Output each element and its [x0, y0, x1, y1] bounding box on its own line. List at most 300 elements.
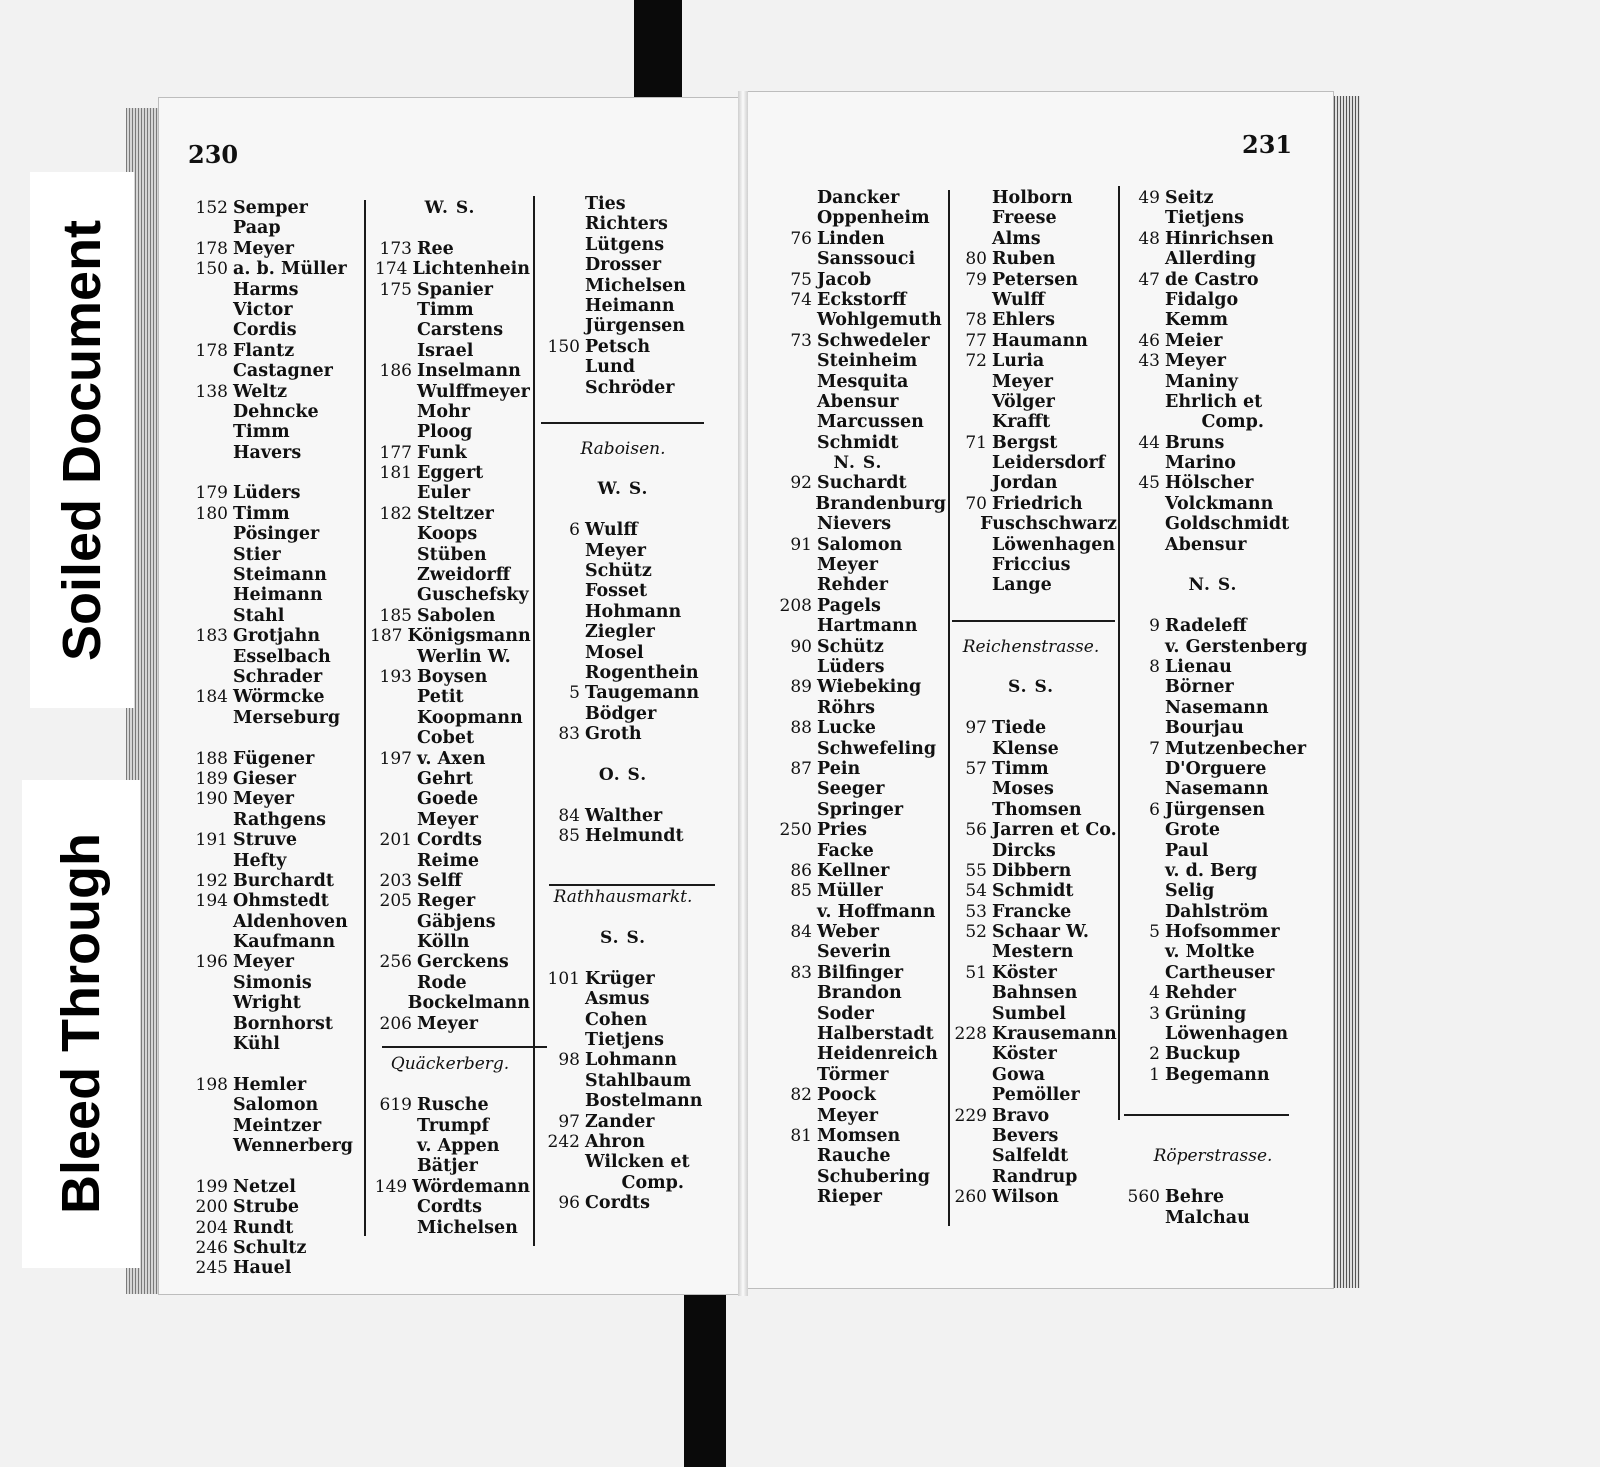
resident-name: Fügener [233, 748, 315, 769]
directory-entry [770, 555, 946, 575]
resident-name: Köster [992, 1044, 1057, 1065]
house-number [1118, 759, 1165, 779]
resident-name: Kellner [817, 860, 890, 881]
directory-entry [186, 1075, 364, 1095]
directory-entry [370, 341, 530, 361]
house-number [186, 1034, 233, 1054]
house-number [770, 412, 817, 432]
directory-entry [186, 952, 364, 972]
directory-entry [370, 239, 530, 259]
directory-entry [538, 378, 708, 398]
directory-entry [370, 993, 530, 1013]
resident-name: Lütgens [585, 234, 665, 255]
spacer [1118, 555, 1308, 575]
resident-name: Dehncke [233, 401, 319, 422]
house-number [186, 320, 233, 340]
resident-name: Havers [233, 442, 302, 463]
house-number: 619 [379, 1095, 412, 1116]
directory-entry [1118, 392, 1308, 412]
house-number: 7 [1149, 738, 1160, 759]
resident-name: Bevers [992, 1126, 1059, 1146]
directory-entry [1118, 270, 1308, 290]
resident-name: Lienau [1165, 657, 1232, 677]
resident-name: Israel [417, 340, 474, 361]
house-number [1118, 677, 1165, 697]
resident-name: Dancker [817, 188, 900, 208]
house-number [538, 643, 585, 663]
resident-name: Timm [233, 503, 290, 524]
directory-entry [186, 749, 364, 769]
resident-name: Pries [817, 820, 868, 841]
directory-entry [945, 820, 1117, 840]
house-number: 76 [790, 228, 812, 249]
directory-entry [186, 769, 364, 789]
resident-name: Köster [992, 962, 1057, 983]
resident-name: Fidalgo [1165, 289, 1239, 310]
directory-entry [945, 800, 1117, 820]
resident-name: Steltzer [417, 503, 494, 524]
house-number [186, 218, 233, 238]
house-number: 5 [1149, 922, 1160, 943]
resident-name: Börner [1165, 677, 1234, 698]
house-number: 5 [569, 683, 580, 704]
directory-entry [770, 1024, 946, 1044]
directory-entry [1118, 861, 1308, 881]
resident-name: Hohmann [585, 601, 682, 622]
resident-name: Volckmann [1165, 493, 1274, 514]
resident-name: Funk [417, 442, 467, 463]
resident-name: Semper [233, 198, 308, 218]
house-number [945, 412, 992, 432]
resident-name: Cordts [585, 1193, 650, 1214]
directory-entry [538, 1173, 708, 1193]
resident-name: Ruben [992, 249, 1056, 270]
resident-name: Comp. [585, 1172, 685, 1193]
house-number: 1 [1149, 1064, 1160, 1085]
resident-name: Bostelmann [585, 1091, 703, 1112]
directory-entry [370, 1218, 530, 1238]
spacer [538, 867, 708, 887]
resident-name: Wright [233, 993, 301, 1014]
house-number [186, 280, 233, 300]
resident-name: Meyer [1165, 351, 1227, 372]
resident-name: Cartheuser [1165, 962, 1275, 983]
directory-entry [770, 820, 946, 840]
resident-name: Timm [233, 422, 290, 443]
house-number: 101 [547, 968, 580, 989]
directory-entry [770, 208, 946, 228]
resident-name: Hofsommer [1165, 922, 1280, 943]
resident-name: Poock [817, 1085, 876, 1106]
house-number [370, 545, 417, 565]
house-number: 208 [779, 595, 812, 616]
resident-name: v. Gerstenberg [1165, 636, 1308, 657]
directory-entry [1118, 351, 1308, 371]
house-number [770, 1044, 817, 1064]
directory-entry [770, 412, 946, 432]
house-number [186, 810, 233, 830]
house-number [538, 989, 585, 1009]
house-number [1118, 942, 1165, 962]
resident-name: Jarren et Co. [992, 820, 1117, 841]
directory-entry [1118, 453, 1308, 473]
house-number [370, 1116, 417, 1136]
resident-name: Schaar W. [992, 922, 1090, 943]
house-number [770, 739, 817, 759]
resident-name: Stahlbaum [585, 1070, 692, 1091]
directory-entry [770, 392, 946, 412]
house-number [770, 1024, 817, 1044]
directory-column-2 [370, 198, 530, 1238]
house-number: 181 [379, 463, 412, 484]
resident-name: Dahlström [1165, 901, 1269, 922]
house-number [770, 657, 817, 677]
house-number [370, 341, 417, 361]
directory-entry [370, 280, 530, 300]
directory-entry [770, 1126, 946, 1146]
house-number: 92 [790, 473, 812, 494]
resident-name: Steinheim [817, 351, 918, 372]
resident-name: Ties [585, 194, 626, 214]
directory-entry [370, 952, 530, 972]
resident-name: Michelsen [417, 1217, 518, 1238]
resident-name: Meyer [417, 1013, 479, 1034]
resident-name: Mohr [417, 401, 470, 422]
resident-name: Schultz [233, 1237, 307, 1258]
directory-entry [1118, 718, 1308, 738]
resident-name: Kemm [1165, 310, 1228, 331]
house-number [945, 1065, 992, 1085]
house-number: 196 [195, 952, 228, 973]
house-number: 178 [195, 340, 228, 361]
directory-entry [186, 545, 364, 565]
column-rule [364, 200, 366, 1236]
house-number [370, 585, 417, 605]
resident-name: Lund [585, 357, 635, 378]
house-number: 55 [965, 860, 987, 881]
directory-entry [945, 535, 1117, 555]
resident-name: Meyer [233, 238, 295, 259]
house-number: 51 [965, 962, 987, 983]
directory-entry [945, 249, 1117, 269]
directory-entry [538, 1132, 708, 1152]
house-number: 175 [379, 279, 412, 300]
street-heading: Röperstrasse. [1153, 1146, 1273, 1167]
resident-name: Boysen [417, 667, 488, 687]
house-number: 82 [790, 1085, 812, 1106]
house-number: 3 [1149, 1003, 1160, 1024]
house-number [538, 541, 585, 561]
house-number: 96 [558, 1193, 580, 1214]
resident-name: Cohen [585, 1009, 648, 1030]
directory-entry [1118, 1004, 1308, 1024]
directory-entry [538, 214, 708, 234]
directory-entry [945, 739, 1117, 759]
directory-entry [1118, 922, 1308, 942]
directory-entry [186, 973, 364, 993]
directory-entry [186, 647, 364, 667]
directory-entry [370, 1095, 530, 1115]
house-number [945, 779, 992, 799]
resident-name: Stier [233, 544, 281, 565]
house-number [186, 300, 233, 320]
house-number: 199 [195, 1176, 228, 1197]
directory-column-1 [186, 198, 364, 1279]
house-number: 72 [965, 351, 987, 372]
resident-name: Inselmann [417, 361, 521, 382]
resident-name: Salfeldt [992, 1146, 1069, 1167]
house-number [945, 372, 992, 392]
house-number [370, 810, 417, 830]
resident-name: Friccius [992, 555, 1071, 576]
house-number [770, 514, 817, 534]
directory-entry [538, 561, 708, 581]
resident-name: Salomon [817, 534, 903, 555]
resident-name: Friedrich [992, 493, 1083, 514]
resident-name: Spanier [417, 279, 493, 300]
resident-name: Walther [585, 805, 663, 826]
directory-entry [538, 1193, 708, 1213]
directory-entry [945, 453, 1117, 473]
house-number: 52 [965, 922, 987, 943]
directory-entry [370, 320, 530, 340]
house-number [538, 357, 585, 377]
directory-entry [370, 1197, 530, 1217]
house-number [1118, 1024, 1165, 1044]
directory-entry [770, 1106, 946, 1126]
directory-entry [770, 922, 946, 942]
resident-name: Schütz [817, 636, 884, 657]
resident-name: Ree [417, 238, 454, 259]
resident-name: Meyer [992, 371, 1054, 392]
directory-entry [186, 1218, 364, 1238]
house-number [1118, 1208, 1165, 1228]
directory-entry [538, 357, 708, 377]
resident-name: Guschefsky [417, 585, 529, 606]
directory-entry [370, 647, 530, 667]
directory-entry [1118, 249, 1308, 269]
resident-name: v. Appen [417, 1136, 500, 1156]
resident-name: Gowa [992, 1064, 1046, 1085]
spacer [538, 785, 708, 805]
house-number [945, 800, 992, 820]
street-heading: Rathhausmarkt. [553, 887, 693, 908]
resident-name: Grotjahn [233, 626, 321, 647]
resident-name: Taugemann [585, 683, 700, 704]
house-number [945, 1085, 992, 1105]
binding-strap-top [634, 0, 682, 112]
resident-name: Koopmann [417, 707, 523, 728]
spacer [1118, 1106, 1308, 1126]
spacer [186, 1156, 364, 1176]
house-number [1118, 902, 1165, 922]
house-number [186, 912, 233, 932]
directory-entry [538, 826, 708, 846]
house-number: 190 [195, 789, 228, 810]
house-number [370, 687, 417, 707]
resident-name: Werlin W. [417, 646, 511, 667]
directory-entry [770, 290, 946, 310]
house-number [538, 1071, 585, 1091]
directory-entry [945, 310, 1117, 330]
house-number: 192 [195, 870, 228, 891]
resident-name: Mestern [992, 942, 1074, 963]
house-number: 173 [379, 238, 412, 259]
directory-entry [770, 902, 946, 922]
directory-entry [186, 993, 364, 1013]
house-number [186, 1116, 233, 1136]
directory-entry [945, 1126, 1117, 1146]
directory-entry [770, 1187, 946, 1207]
resident-name: Wulff [585, 520, 638, 541]
directory-entry [186, 239, 364, 259]
directory-entry [370, 483, 530, 503]
directory-entry [370, 1136, 530, 1156]
directory-entry [770, 677, 946, 697]
house-number: 84 [558, 805, 580, 826]
directory-entry [186, 198, 364, 218]
house-number: 182 [379, 503, 412, 524]
spacer [370, 1034, 530, 1054]
house-number [1118, 392, 1165, 412]
resident-name: Zander [585, 1111, 655, 1132]
house-number: 49 [1138, 188, 1160, 208]
house-number [538, 214, 585, 234]
house-number: 83 [558, 724, 580, 745]
spacer [186, 1054, 364, 1074]
house-number: 187 [370, 626, 403, 647]
house-number: 9 [1149, 616, 1160, 637]
resident-name: Strube [233, 1197, 300, 1218]
resident-name: Brandenburg [815, 493, 946, 514]
resident-name: Jordan [992, 473, 1058, 494]
house-number [538, 194, 585, 214]
directory-entry [1118, 514, 1308, 534]
resident-name: Salomon [233, 1095, 319, 1116]
house-number: 193 [379, 667, 412, 687]
resident-name: Sumbel [992, 1003, 1066, 1024]
resident-name: Burchardt [233, 870, 334, 891]
house-number [370, 912, 417, 932]
resident-name: Bruns [1165, 432, 1225, 453]
resident-name: Sabolen [417, 605, 496, 626]
resident-name: Weber [817, 922, 879, 943]
house-number [945, 1126, 992, 1146]
house-number [186, 443, 233, 463]
house-number: 43 [1138, 351, 1160, 372]
house-number [538, 1152, 585, 1172]
resident-name: Dircks [992, 840, 1056, 861]
directory-entry [186, 1197, 364, 1217]
resident-name: Jürgensen [585, 316, 686, 337]
house-number: 8 [1149, 657, 1160, 677]
house-number [945, 942, 992, 962]
resident-name: Völger [992, 391, 1055, 412]
house-number: 245 [195, 1258, 228, 1279]
directory-entry [945, 473, 1117, 493]
directory-entry [538, 602, 708, 622]
directory-entry [770, 942, 946, 962]
spacer [945, 596, 1117, 616]
resident-name: Cordts [417, 1197, 482, 1218]
resident-name: Lüders [817, 657, 885, 677]
soiled-document-label: Soiled Document [30, 172, 134, 708]
directory-entry [1118, 677, 1308, 697]
directory-entry [945, 759, 1117, 779]
directory-entry [1118, 1024, 1308, 1044]
directory-entry [186, 1095, 364, 1115]
directory-entry [945, 902, 1117, 922]
directory-entry [538, 1050, 708, 1070]
directory-entry [538, 622, 708, 642]
house-number: 204 [195, 1217, 228, 1238]
directory-entry [370, 1116, 530, 1136]
resident-name: Castagner [233, 361, 333, 382]
house-number [1118, 290, 1165, 310]
resident-name: Nasemann [1165, 779, 1269, 800]
resident-name: Rieper [817, 1187, 882, 1208]
house-number: 138 [195, 381, 228, 402]
directory-entry [1118, 473, 1308, 493]
side-heading: W. S. [597, 479, 649, 500]
directory-entry [186, 524, 364, 544]
resident-name: Alms [992, 228, 1041, 249]
directory-entry [370, 259, 530, 279]
house-number: 191 [195, 830, 228, 851]
resident-name: Rehder [817, 575, 888, 596]
directory-entry [770, 249, 946, 269]
house-number: 79 [965, 269, 987, 290]
directory-entry [770, 494, 946, 514]
resident-name: Lohmann [585, 1050, 678, 1071]
house-number: 71 [965, 432, 987, 453]
directory-entry [370, 402, 530, 422]
resident-name: Fuschschwarz [980, 514, 1117, 535]
house-number: 177 [379, 442, 412, 463]
resident-name: Tietjens [1165, 208, 1244, 229]
resident-name: Meyer [417, 809, 479, 830]
spacer [945, 657, 1117, 677]
house-number [186, 1014, 233, 1034]
directory-entry [770, 310, 946, 330]
resident-name: Fosset [585, 581, 648, 602]
house-number [538, 622, 585, 642]
resident-name: Schröder [585, 377, 675, 398]
resident-name: Malchau [1165, 1207, 1250, 1228]
resident-name: Rundt [233, 1217, 294, 1238]
house-number: 78 [965, 310, 987, 331]
resident-name: Kölln [417, 932, 470, 953]
house-number [770, 942, 817, 962]
house-number: 44 [1138, 432, 1160, 453]
directory-entry [945, 1004, 1117, 1024]
resident-name: Lucke [817, 718, 876, 739]
resident-name: Wördemann [412, 1176, 530, 1197]
resident-name: Bockelmann [407, 993, 530, 1014]
resident-name: Krüger [585, 968, 655, 989]
resident-name: Eggert [417, 463, 484, 484]
resident-name: Randrup [992, 1166, 1078, 1187]
directory-entry [186, 871, 364, 891]
directory-entry [1118, 657, 1308, 677]
directory-entry [1118, 739, 1308, 759]
house-number [538, 1091, 585, 1111]
resident-name: Bravo [992, 1105, 1050, 1126]
house-number [1118, 310, 1165, 330]
directory-entry [945, 270, 1117, 290]
directory-entry [538, 235, 708, 255]
spacer [1118, 596, 1308, 616]
